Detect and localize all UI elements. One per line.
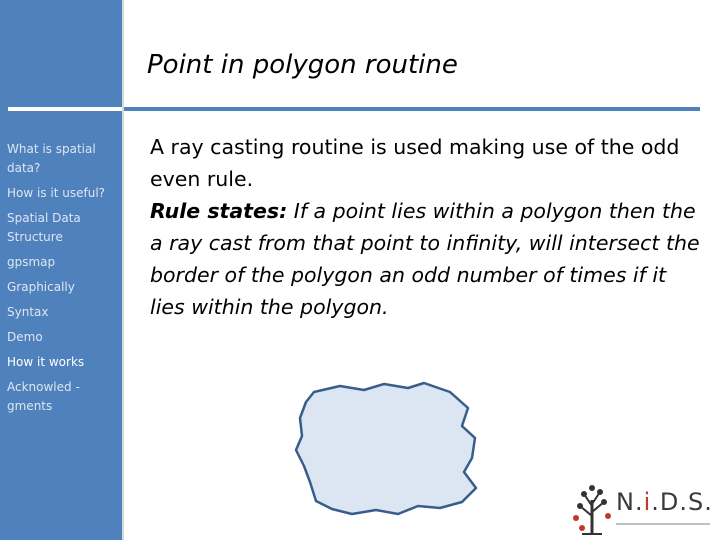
- sidebar-nav: [7, 140, 120, 422]
- sidebar-item-graphically[interactable]: Graphically: [7, 280, 75, 294]
- rule-text: If a point lies within a polygon then the a ray cast from that point to infinity, will intersect the border of the polygon an odd number of times if it lies within the polygon.: [150, 199, 700, 319]
- polygon-shape: [292, 380, 492, 520]
- nids-logo: [572, 482, 712, 538]
- sidebar-item-spatial-data-structure[interactable]: Spatial Data Structure: [7, 211, 81, 244]
- slide-title: Point in polygon routine: [147, 50, 458, 80]
- tree-icon: [572, 482, 612, 536]
- rule-paragraph: [150, 195, 705, 323]
- sidebar-divider: [122, 0, 124, 540]
- sidebar-item-gpsmap[interactable]: gpsmap: [7, 255, 56, 269]
- logo-tagline-line: [616, 523, 710, 525]
- sidebar-item-how-is-it-useful[interactable]: How is it useful?: [7, 186, 106, 200]
- title-rule-left: [8, 107, 122, 111]
- polygon-outline: [296, 383, 476, 514]
- title-rule: [124, 107, 700, 111]
- sidebar-item-how-it-works[interactable]: How it works: [7, 355, 85, 369]
- sidebar-item-demo[interactable]: Demo: [7, 330, 43, 344]
- rule-label: Rule states:: [150, 199, 288, 223]
- sidebar-item-acknowledgments[interactable]: Acknowled - gments: [7, 380, 80, 413]
- logo-wordmark: N.i.D.S.: [616, 488, 713, 516]
- sidebar-item-what-is-spatial-data[interactable]: What is spatial data?: [7, 142, 96, 175]
- body-paragraph: A ray casting routine is used making use of the odd even rule.: [150, 135, 680, 191]
- sidebar-item-syntax[interactable]: Syntax: [7, 305, 49, 319]
- slide-body: [150, 131, 705, 323]
